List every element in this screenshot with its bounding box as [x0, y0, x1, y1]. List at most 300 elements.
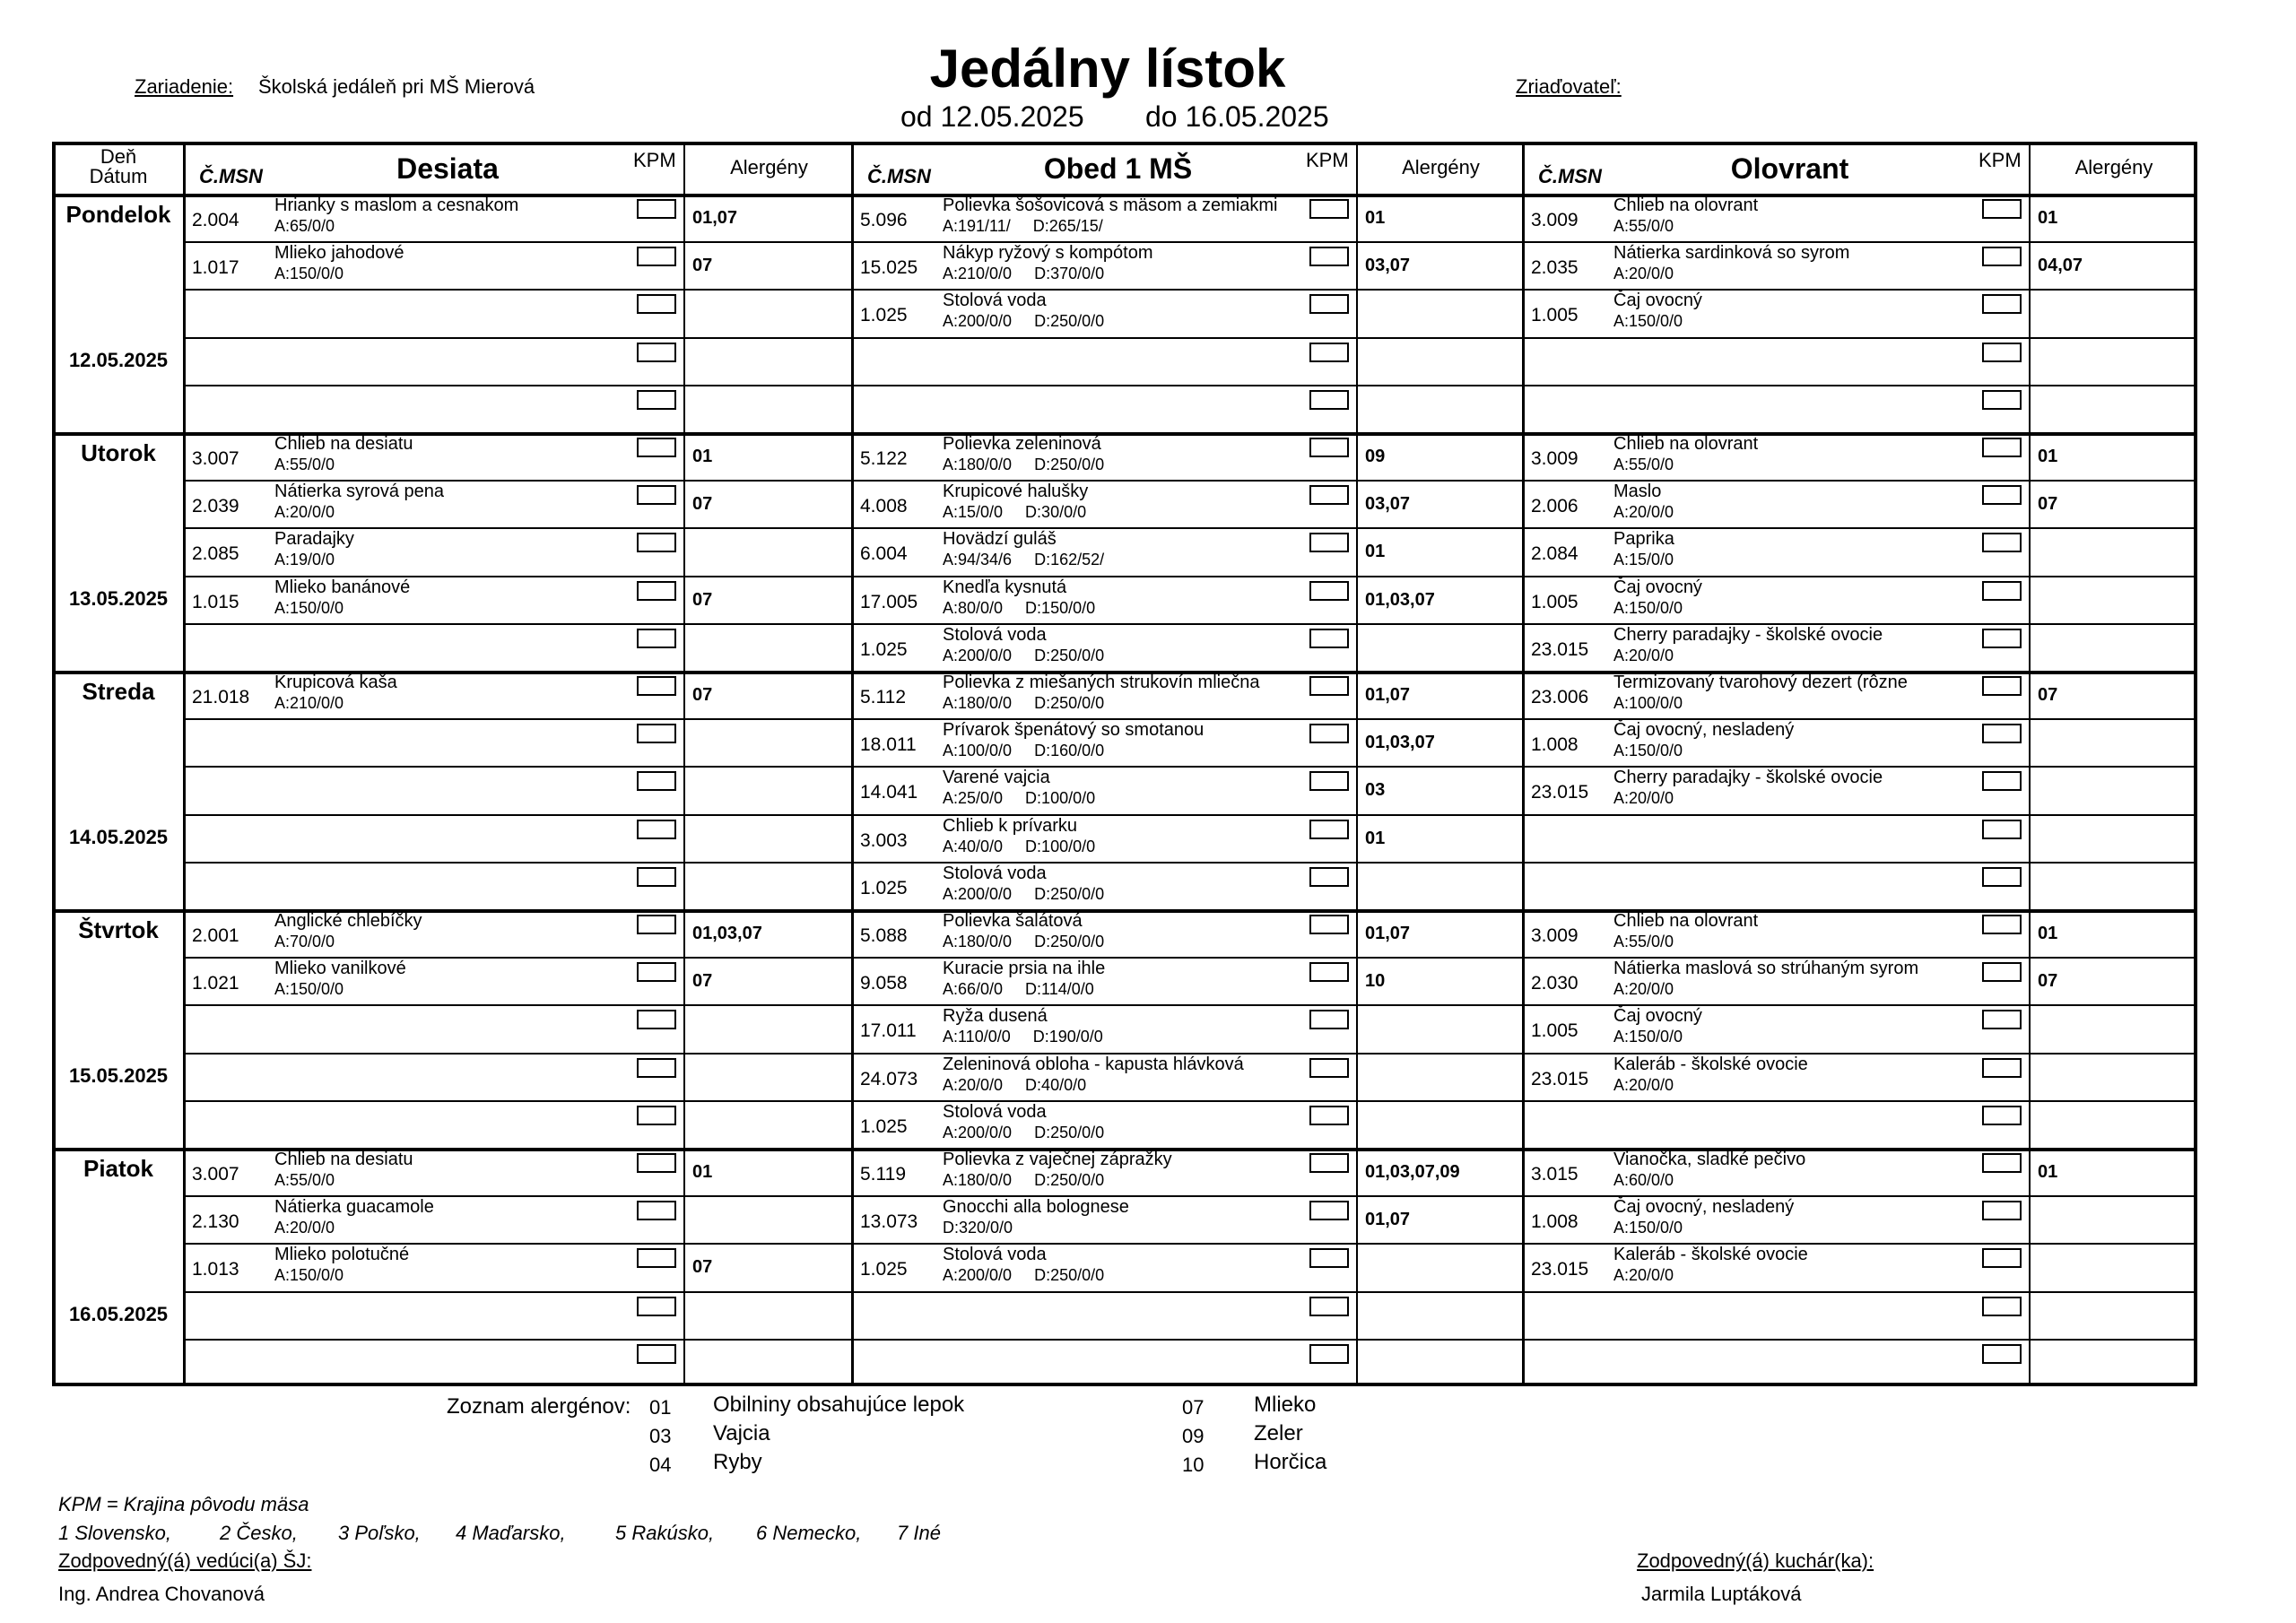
- kpm-checkbox[interactable]: [1309, 1058, 1349, 1078]
- meal-portion: A:40/0/0 D:100/0/0: [943, 837, 1096, 855]
- meal-code: 2.130: [192, 1211, 239, 1233]
- meal-code: 23.015: [1531, 1259, 1589, 1280]
- meal-code: 2.085: [192, 543, 239, 565]
- meal-portion: A:150/0/0: [1613, 1219, 1683, 1237]
- meal-name: Chlieb na olovrant: [1613, 195, 1759, 215]
- meal-allergens: 03,07: [1365, 256, 1411, 276]
- kpm-checkbox[interactable]: [637, 247, 676, 266]
- country-item: 5 Rakúsko,: [615, 1522, 715, 1544]
- meal-code: 17.011: [860, 1020, 917, 1042]
- meal-portion: A:20/0/0: [274, 1219, 335, 1237]
- meal-name: Mlieko vanilkové: [274, 959, 406, 979]
- kpm-checkbox[interactable]: [1982, 1248, 2022, 1268]
- kpm-checkbox[interactable]: [1309, 438, 1349, 457]
- meal-name: Čaj ovocný: [1613, 291, 1702, 311]
- row-divider: [185, 527, 2194, 529]
- kpm-checkbox[interactable]: [1982, 962, 2022, 982]
- meal-portion: A:70/0/0: [274, 933, 335, 950]
- meal-code: 1.015: [192, 591, 239, 612]
- day-name: Piatok: [83, 1155, 154, 1182]
- meal-code: 1.005: [1531, 591, 1578, 612]
- meal-name: Nátierka sardinková so syrom: [1613, 243, 1850, 264]
- kpm-checkbox[interactable]: [1309, 1248, 1349, 1268]
- meal-portion: A:180/0/0 D:250/0/0: [943, 933, 1105, 950]
- kpm-checkbox[interactable]: [637, 199, 676, 219]
- kpm-checkbox[interactable]: [637, 438, 676, 457]
- kpm-checkbox[interactable]: [1982, 1106, 2022, 1125]
- meal-code: 13.073: [860, 1211, 918, 1233]
- meal-code: 1.025: [860, 638, 908, 660]
- kpm-checkbox[interactable]: [637, 294, 676, 314]
- allergen-code: 04: [649, 1454, 672, 1476]
- meal-name: Polievka šošovicová s mäsom a zemiakmi: [943, 195, 1278, 215]
- meal-code: 6.004: [860, 543, 908, 565]
- allergen-code: 03: [649, 1425, 672, 1447]
- meal-allergens: 07: [692, 971, 713, 992]
- meal-code: 1.005: [1531, 1020, 1578, 1042]
- day-name: Pondelok: [65, 201, 171, 228]
- header-msn-obed: Č.MSN: [867, 165, 931, 187]
- allergen-name: Obilniny obsahujúce lepok: [713, 1393, 965, 1417]
- meal-code: 1.021: [192, 973, 239, 994]
- meal-allergens: 01: [2038, 1162, 2058, 1182]
- meal-allergens: 01: [2038, 447, 2058, 466]
- meal-code: 2.001: [192, 925, 239, 946]
- meal-portion: A:200/0/0 D:250/0/0: [943, 884, 1105, 903]
- allergen-code: 07: [1182, 1396, 1205, 1419]
- meal-name: Nátierka syrová pena: [274, 482, 444, 502]
- kpm-checkbox[interactable]: [1982, 1010, 2022, 1029]
- kpm-checkbox[interactable]: [1309, 485, 1349, 505]
- meal-name: Zeleninová obloha - kapusta hlávková: [943, 1054, 1244, 1074]
- kpm-checkbox[interactable]: [1309, 581, 1349, 601]
- manager-name: Ing. Andrea Chovanová: [58, 1583, 265, 1605]
- meal-portion: A:25/0/0 D:100/0/0: [943, 789, 1096, 808]
- country-item: 2 Česko,: [220, 1522, 298, 1544]
- kpm-checkbox[interactable]: [1309, 771, 1349, 791]
- kpm-checkbox[interactable]: [1309, 962, 1349, 982]
- meal-name: Vianočka, sladké pečivo: [1613, 1150, 1806, 1169]
- row-divider: [185, 814, 2194, 816]
- kpm-checkbox[interactable]: [637, 962, 676, 982]
- meal-name: Stolová voda: [943, 291, 1047, 311]
- meal-allergens: 01: [692, 1162, 713, 1182]
- meal-name: Knedľa kysnutá: [943, 577, 1067, 597]
- allergen-code: 09: [1182, 1425, 1205, 1447]
- kpm-checkbox[interactable]: [1309, 1201, 1349, 1220]
- kpm-checkbox[interactable]: [1982, 581, 2022, 601]
- kpm-checkbox[interactable]: [1982, 1344, 2022, 1364]
- kpm-checkbox[interactable]: [1982, 1153, 2022, 1173]
- meal-allergens: 01,07: [1365, 924, 1411, 943]
- meal-portion: A:20/0/0: [1613, 1266, 1674, 1285]
- meal-allergens: 01,07: [1365, 685, 1411, 705]
- meal-allergens: 01,03,07: [1365, 589, 1435, 610]
- country-item: 1 Slovensko,: [58, 1522, 171, 1544]
- allergen-legend-label: Zoznam alergénov:: [447, 1394, 631, 1419]
- kpm-checkbox[interactable]: [637, 1248, 676, 1268]
- meal-name: Chlieb na olovrant: [1613, 911, 1759, 931]
- meal-allergens: 07: [2038, 494, 2058, 515]
- kpm-checkbox[interactable]: [637, 1297, 676, 1316]
- menu-table: [52, 142, 2197, 1386]
- kpm-checkbox[interactable]: [1309, 820, 1349, 839]
- meal-name: Gnocchi alla bolognese: [943, 1197, 1129, 1218]
- kpm-checkbox[interactable]: [637, 915, 676, 934]
- allergen-name: Horčica: [1254, 1450, 1327, 1474]
- meal-portion: A:15/0/0: [1613, 551, 1674, 569]
- meal-name: Anglické chlebíčky: [274, 911, 422, 931]
- kpm-checkbox[interactable]: [1982, 867, 2022, 887]
- meal-portion: A:110/0/0 D:190/0/0: [943, 1028, 1103, 1046]
- allergen-name: Ryby: [713, 1450, 762, 1474]
- header-date: Dátum: [89, 165, 148, 187]
- allergen-name: Vajcia: [713, 1421, 770, 1445]
- meal-code: 3.007: [192, 1164, 239, 1185]
- meal-allergens: 07: [692, 1257, 713, 1278]
- kpm-checkbox[interactable]: [1309, 199, 1349, 219]
- meal-code: 3.009: [1531, 210, 1578, 230]
- kpm-checkbox[interactable]: [1309, 390, 1349, 410]
- meal-name: Stolová voda: [943, 863, 1047, 883]
- period-to: do 16.05.2025: [1145, 100, 1329, 133]
- meal-allergens: 07: [692, 589, 713, 610]
- allergen-name: Zeler: [1254, 1421, 1303, 1445]
- meal-portion: A:150/0/0: [274, 980, 344, 999]
- meal-code: 5.119: [860, 1164, 906, 1185]
- meal-portion: A:20/0/0: [1613, 980, 1674, 999]
- meal-code: 5.096: [860, 210, 908, 230]
- meal-allergens: 03,07: [1365, 494, 1411, 515]
- meal-code: 17.005: [860, 591, 918, 612]
- kpm-checkbox[interactable]: [637, 1153, 676, 1173]
- allergen-code: 10: [1182, 1454, 1205, 1476]
- kpm-checkbox[interactable]: [1309, 247, 1349, 266]
- kpm-checkbox[interactable]: [637, 676, 676, 696]
- kpm-checkbox[interactable]: [1309, 294, 1349, 314]
- meal-name: Polievka šalátová: [943, 911, 1083, 931]
- kpm-checkbox[interactable]: [1309, 533, 1349, 552]
- kpm-checkbox[interactable]: [637, 581, 676, 601]
- meal-allergens: 01,03,07: [692, 924, 762, 943]
- meal-allergens: 01: [2038, 208, 2058, 228]
- kpm-checkbox[interactable]: [637, 1106, 676, 1125]
- kpm-checkbox[interactable]: [1982, 533, 2022, 552]
- period-from: od 12.05.2025: [900, 100, 1084, 133]
- kpm-checkbox[interactable]: [1309, 343, 1349, 362]
- kpm-checkbox[interactable]: [637, 724, 676, 743]
- meal-portion: A:150/0/0: [274, 265, 344, 283]
- meal-code: 1.025: [860, 1259, 908, 1280]
- meal-name: Maslo: [1613, 482, 1662, 502]
- header-olovrant: Olovrant: [1730, 152, 1849, 185]
- row-divider: [185, 337, 2194, 339]
- kpm-checkbox[interactable]: [637, 485, 676, 505]
- header-allergens-olovrant: Alergény: [2074, 156, 2153, 178]
- row-divider: [185, 1243, 2194, 1245]
- meal-name: Čaj ovocný, nesladený: [1613, 720, 1795, 741]
- row-divider: [185, 385, 2194, 386]
- meal-portion: A:150/0/0: [1613, 742, 1683, 760]
- meal-allergens: 07: [692, 494, 713, 515]
- header-kpm-obed: KPM: [1306, 149, 1349, 171]
- kpm-checkbox[interactable]: [637, 867, 676, 887]
- meal-allergens: 01,03,07: [1365, 733, 1435, 753]
- meal-name: Paradajky: [274, 529, 354, 550]
- kpm-checkbox[interactable]: [1982, 199, 2022, 219]
- kpm-checkbox[interactable]: [1309, 915, 1349, 934]
- header-allergens-desiata: Alergény: [730, 156, 808, 178]
- kpm-checkbox[interactable]: [1982, 247, 2022, 266]
- cook-label: Zodpovedný(á) kuchár(ka):: [1637, 1549, 1874, 1572]
- day-date: 13.05.2025: [68, 586, 169, 610]
- kpm-checkbox[interactable]: [1309, 1153, 1349, 1173]
- meal-name: Ryža dusená: [943, 1006, 1048, 1027]
- kpm-legend: KPM = Krajina pôvodu mäsa: [58, 1493, 309, 1515]
- meal-name: Chlieb na olovrant: [1613, 434, 1759, 454]
- meal-code: 14.041: [860, 782, 918, 803]
- kpm-checkbox[interactable]: [1982, 390, 2022, 410]
- meal-portion: A:20/0/0: [274, 503, 335, 522]
- meal-code: 9.058: [860, 973, 908, 994]
- header-kpm-desiata: KPM: [633, 149, 676, 171]
- meal-portion: A:210/0/0 D:370/0/0: [943, 265, 1105, 283]
- kpm-checkbox[interactable]: [637, 1201, 676, 1220]
- meal-portion: A:20/0/0: [1613, 789, 1674, 808]
- meal-code: 3.015: [1531, 1164, 1578, 1185]
- kpm-checkbox[interactable]: [1982, 1297, 2022, 1316]
- meal-portion: A:80/0/0 D:150/0/0: [943, 598, 1096, 617]
- meal-portion: A:100/0/0: [1613, 694, 1683, 712]
- meal-code: 2.006: [1531, 496, 1578, 517]
- meal-code: 1.025: [860, 877, 908, 898]
- row-divider: [185, 576, 2194, 577]
- meal-portion: A:15/0/0 D:30/0/0: [943, 503, 1087, 522]
- meal-portion: A:66/0/0 D:114/0/0: [943, 980, 1094, 999]
- meal-portion: A:180/0/0 D:250/0/0: [943, 1171, 1105, 1189]
- day-name: Streda: [82, 678, 155, 705]
- day-date: 15.05.2025: [68, 1063, 169, 1087]
- meal-code: 4.008: [860, 496, 908, 517]
- day-date: 14.05.2025: [68, 825, 169, 848]
- kpm-checkbox[interactable]: [1309, 1344, 1349, 1364]
- row-divider: [185, 241, 2194, 243]
- page-title: Jedálny lístok: [929, 39, 1286, 99]
- meal-portion: A:150/0/0: [274, 598, 344, 617]
- meal-name: Stolová voda: [943, 1101, 1047, 1122]
- header-msn-olovrant: Č.MSN: [1538, 165, 1602, 187]
- kpm-checkbox[interactable]: [637, 343, 676, 362]
- meal-code: 3.003: [860, 829, 908, 851]
- meal-name: Nátierka guacamole: [274, 1197, 434, 1218]
- kpm-checkbox[interactable]: [1982, 915, 2022, 934]
- meal-name: Varené vajcia: [943, 768, 1050, 788]
- kpm-checkbox[interactable]: [1982, 343, 2022, 362]
- kpm-checkbox[interactable]: [637, 771, 676, 791]
- meal-portion: A:55/0/0: [1613, 217, 1674, 235]
- meal-code: 23.015: [1531, 1068, 1589, 1089]
- meal-code: 2.035: [1531, 257, 1578, 279]
- meal-portion: A:20/0/0: [1613, 1075, 1674, 1094]
- facility-label: Zariadenie:: [135, 75, 234, 98]
- meal-code: 1.005: [1531, 305, 1578, 326]
- kpm-checkbox[interactable]: [637, 820, 676, 839]
- meal-portion: A:180/0/0 D:250/0/0: [943, 694, 1105, 712]
- meal-code: 1.025: [860, 1115, 908, 1137]
- meal-portion: A:150/0/0: [1613, 1028, 1683, 1046]
- meal-code: 21.018: [192, 687, 250, 707]
- meal-code: 3.009: [1531, 448, 1578, 469]
- meal-name: Stolová voda: [943, 624, 1047, 645]
- meal-allergens: 01,03,07,09: [1365, 1162, 1460, 1182]
- row-divider: [185, 862, 2194, 864]
- meal-portion: A:20/0/0: [1613, 646, 1674, 664]
- kpm-checkbox[interactable]: [1309, 1297, 1349, 1316]
- day-date: 16.05.2025: [68, 1302, 169, 1325]
- header-day: Deň: [100, 145, 137, 168]
- meal-portion: A:55/0/0: [274, 1171, 335, 1189]
- meal-code: 1.008: [1531, 734, 1578, 756]
- meal-name: Nátierka maslová so strúhaným syrom: [1613, 959, 1919, 979]
- meal-name: Krupicová kaša: [274, 673, 397, 692]
- meal-name: Kaleráb - školské ovocie: [1613, 1245, 1808, 1265]
- meal-code: 3.007: [192, 448, 239, 469]
- kpm-checkbox[interactable]: [1309, 867, 1349, 887]
- meal-portion: A:150/0/0: [1613, 312, 1683, 331]
- meal-allergens: 07: [692, 685, 713, 705]
- cook-name: Jarmila Luptáková: [1641, 1583, 1802, 1605]
- meal-allergens: 07: [2038, 971, 2058, 992]
- meal-name: Chlieb na desiatu: [274, 434, 413, 454]
- kpm-checkbox[interactable]: [1982, 771, 2022, 791]
- meal-name: Krupicové halušky: [943, 482, 1089, 502]
- meal-code: 5.112: [860, 687, 906, 707]
- meal-name: Kuracie prsia na ihle: [943, 959, 1106, 979]
- meal-code: 1.013: [192, 1259, 239, 1280]
- country-item: 7 Iné: [897, 1522, 941, 1544]
- meal-name: Termizovaný tvarohový dezert (rôzne: [1613, 673, 1908, 692]
- meal-allergens: 01,07: [692, 208, 738, 228]
- meal-portion: A:20/0/0: [1613, 265, 1674, 283]
- kpm-checkbox[interactable]: [1982, 724, 2022, 743]
- meal-name: Cherry paradajky - školské ovocie: [1613, 624, 1883, 645]
- day-date: 12.05.2025: [68, 348, 169, 371]
- allergen-name: Mlieko: [1254, 1393, 1317, 1417]
- meal-code: 1.025: [860, 305, 908, 326]
- meal-portion: A:100/0/0 D:160/0/0: [943, 742, 1105, 760]
- meal-code: 24.073: [860, 1068, 918, 1089]
- kpm-checkbox[interactable]: [1982, 629, 2022, 648]
- kpm-checkbox[interactable]: [1982, 820, 2022, 839]
- meal-name: Hrianky s maslom a cesnakom: [274, 195, 519, 215]
- kpm-checkbox[interactable]: [1309, 629, 1349, 648]
- country-item: 4 Maďarsko,: [456, 1522, 566, 1544]
- meal-portion: A:200/0/0 D:250/0/0: [943, 1266, 1105, 1285]
- allergen-code: 01: [649, 1396, 672, 1419]
- row-divider: [185, 1339, 2194, 1341]
- meal-portion: A:65/0/0: [274, 217, 335, 235]
- meal-allergens: 01: [2038, 924, 2058, 943]
- meal-allergens: 10: [1365, 971, 1386, 992]
- meal-code: 5.088: [860, 925, 908, 946]
- kpm-checkbox[interactable]: [1982, 1201, 2022, 1220]
- kpm-checkbox[interactable]: [1309, 724, 1349, 743]
- row-divider: [185, 480, 2194, 482]
- meal-allergens: 04,07: [2038, 256, 2083, 276]
- kpm-checkbox[interactable]: [637, 533, 676, 552]
- header-allergens-obed: Alergény: [1402, 156, 1480, 178]
- meal-code: 23.015: [1531, 782, 1589, 803]
- meal-allergens: 01: [1365, 208, 1386, 228]
- kpm-checkbox[interactable]: [1309, 1106, 1349, 1125]
- kpm-checkbox[interactable]: [637, 629, 676, 648]
- meal-allergens: 01: [1365, 828, 1386, 848]
- kpm-checkbox[interactable]: [1982, 485, 2022, 505]
- meal-code: 2.004: [192, 210, 239, 230]
- meal-portion: A:191/11/ D:265/15/: [943, 217, 1103, 235]
- meal-portion: A:55/0/0: [274, 456, 335, 473]
- day-name: Utorok: [81, 439, 156, 466]
- meal-code: 2.039: [192, 496, 239, 517]
- kpm-checkbox[interactable]: [637, 1344, 676, 1364]
- kpm-checkbox[interactable]: [1309, 676, 1349, 696]
- meal-name: Stolová voda: [943, 1245, 1047, 1265]
- kpm-checkbox[interactable]: [1982, 1058, 2022, 1078]
- meal-code: 2.084: [1531, 543, 1578, 565]
- meal-allergens: 09: [1365, 447, 1386, 466]
- meal-name: Prívarok špenátový so smotanou: [943, 720, 1205, 741]
- meal-name: Nákyp ryžový s kompótom: [943, 243, 1153, 264]
- meal-name: Hovädzí guláš: [943, 529, 1057, 550]
- header-desiata: Desiata: [396, 152, 499, 185]
- row-divider: [185, 1291, 2194, 1293]
- kpm-checkbox[interactable]: [1982, 438, 2022, 457]
- meal-name: Chlieb na desiatu: [274, 1150, 413, 1169]
- meal-portion: A:20/0/0: [1613, 503, 1674, 522]
- kpm-checkbox[interactable]: [1982, 676, 2022, 696]
- kpm-checkbox[interactable]: [1982, 294, 2022, 314]
- header-kpm-olovrant: KPM: [1979, 149, 2022, 171]
- kpm-checkbox[interactable]: [637, 1058, 676, 1078]
- meal-code: 15.025: [860, 257, 918, 279]
- meal-portion: A:55/0/0: [1613, 933, 1674, 950]
- meal-portion: A:60/0/0: [1613, 1171, 1674, 1189]
- meal-name: Mlieko banánové: [274, 577, 411, 597]
- meal-portion: A:55/0/0: [1613, 456, 1674, 473]
- kpm-checkbox[interactable]: [637, 1010, 676, 1029]
- meal-name: Polievka zeleninová: [943, 434, 1101, 454]
- meal-portion: A:200/0/0 D:250/0/0: [943, 312, 1105, 331]
- meal-portion: D:320/0/0: [943, 1219, 1013, 1237]
- meal-code: 1.008: [1531, 1211, 1578, 1233]
- facility-name: Školská jedáleň pri MŠ Mierová: [258, 75, 535, 98]
- meal-portion: A:200/0/0 D:250/0/0: [943, 646, 1105, 664]
- meal-name: Polievka z vaječnej zápražky: [943, 1150, 1172, 1169]
- meal-allergens: 03: [1365, 780, 1386, 801]
- meal-code: 3.009: [1531, 925, 1578, 946]
- kpm-checkbox[interactable]: [637, 390, 676, 410]
- manager-label: Zodpovedný(á) vedúci(a) ŠJ:: [58, 1549, 312, 1572]
- meal-name: Polievka z miešaných strukovín mliečna: [943, 673, 1260, 692]
- country-item: 6 Nemecko,: [756, 1522, 862, 1544]
- founder-label: Zriaďovateľ:: [1516, 75, 1622, 98]
- row-divider: [185, 766, 2194, 768]
- meal-code: 18.011: [860, 734, 917, 756]
- row-divider: [185, 289, 2194, 291]
- kpm-checkbox[interactable]: [1309, 1010, 1349, 1029]
- meal-portion: A:20/0/0 D:40/0/0: [943, 1075, 1087, 1094]
- meal-allergens: 01: [692, 447, 713, 466]
